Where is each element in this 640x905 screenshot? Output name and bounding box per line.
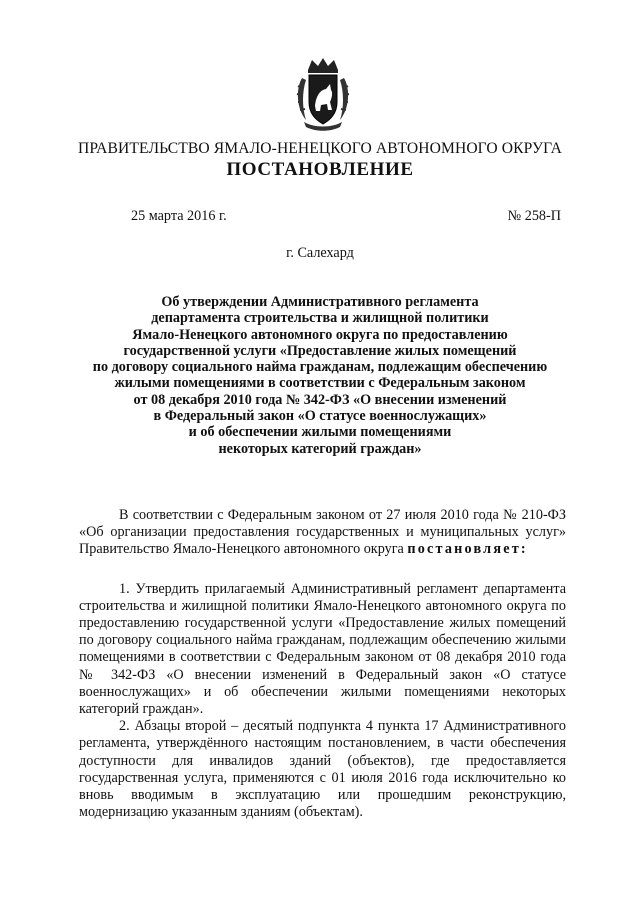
item-2-paragraph: 2. Абзацы второй – десятый подпункта 4 пункта 17 Административного регламента, утверждённого настоящим постановлением, в части обеспечения доступности для инвалидов зданий (объектов), где предоставляется государственная услуга, применяются с 01 июля 2016 года исключительно ко вновь вводимым в эксплуатацию или прошедшим реконструкцию, модернизацию указанным зданиям (объектам). <box>79 718 566 821</box>
title-line: и об обеспечении жилыми помещениями <box>188 424 452 441</box>
title-line: государственной услуги «Предоставление жилых помещений <box>123 342 517 359</box>
title-line: от 08 декабря 2010 года № 342-ФЗ «О внесении изменений <box>133 391 507 408</box>
title-line: по договору социального найма гражданам, подлежащим обеспечению <box>92 359 548 376</box>
title-line: департамента строительства и жилищной политики <box>151 310 489 327</box>
preamble-paragraph <box>79 507 566 559</box>
document-title <box>90 294 550 457</box>
document-date: 25 марта 2016 г. <box>131 208 227 224</box>
title-line: некоторых категорий граждан» <box>218 440 422 457</box>
document-body <box>79 507 566 821</box>
document-number: № 258-П <box>507 208 561 224</box>
title-line: в Федеральный закон «О статусе военнослужащих» <box>153 408 487 425</box>
government-name: ПРАВИТЕЛЬСТВО ЯМАЛО-НЕНЕЦКОГО АВТОНОМНОГО ОКРУГА <box>78 140 562 157</box>
document-city: г. Салехард <box>286 245 354 261</box>
decree-word: постановляет: <box>407 541 528 558</box>
title-line: жилыми помещениями в соответствии с Федеральным законом <box>114 375 526 392</box>
document-type: ПОСТАНОВЛЕНИЕ <box>226 159 414 180</box>
item-1-paragraph: 1. Утвердить прилагаемый Административный регламент департамента строительства и жилищной политики Ямало-Ненецкого автономного округа по предоставлению государственной услуги «Предоставление жилых помещений по договору социального найма гражданам, подлежащим обеспечению жилыми помещениями в соответствии с Федеральным законом от 08 декабря 2010 года № 342-ФЗ «О внесении изменений в Федеральный закон «О статусе военнослужащих» и об обеспечении жилыми помещениями некоторых категорий граждан». <box>79 580 566 718</box>
coat-of-arms-icon <box>292 56 354 132</box>
title-line: Об утверждении Административного регламента <box>161 294 479 310</box>
title-line: Ямало-Ненецкого автономного округа по предоставлению <box>132 326 508 343</box>
preamble-text: В соответствии с Федеральным законом от 27 июля 2010 года № 210-ФЗ «Об организации предоставления государственных и муниципальных услуг» Правительство Ямало-Ненецкого автономного округа <box>79 507 566 558</box>
